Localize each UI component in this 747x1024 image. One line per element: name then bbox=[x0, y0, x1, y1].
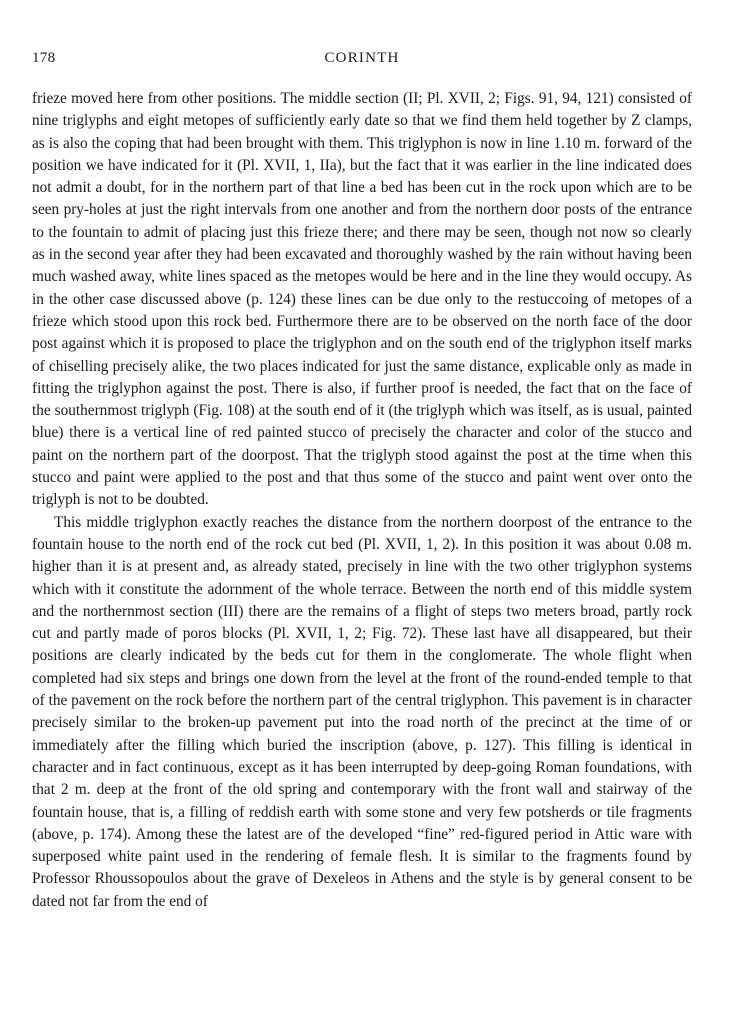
book-page bbox=[32, 50, 692, 913]
paragraph-middle-triglyphon: This middle triglyphon exactly reaches the distance from the northern doorpost of the entrance to the fountain house to the north end of the rock cut bed (Pl. XVII, 1, 2). In this position it was about 0.08 m. higher than it is at present and, as already stated, precisely in line with the two other triglyphon systems which with it constitute the adornment of the whole terrace. Between the north end of this middle system and the northernmost section (III) there are the remains of a flight of steps two meters broad, partly rock cut and partly made of poros blocks (Pl. XVII, 1, 2; Fig. 72). These last have all disappeared, but their positions are clearly indicated by the beds cut for them in the conglomerate. The whole flight when completed had six steps and brings one down from the level at the front of the round-ended temple to that of the pavement on the rock before the northern part of the central triglyphon. This pavement is in character precisely similar to the broken-up pavement put into the road north of the precinct at the time of or immediately after the filling which buried the inscription (above, p. 127). This filling is identical in character and in fact continuous, except as it has been interrupted by deep-going Roman foundations, with that 2 m. deep at the front of the old spring and contemporary with the front wall and stairway of the fountain house, that is, a filling of reddish earth with some stone and very few potsherds or tile fragments (above, p. 174). Among these the latest are of the developed “fine” red-figured period in Attic ware with superposed white paint used in the rendering of female flesh. It is similar to the fragments found by Professor Rhoussopoulos about the grave of Dexeleos in Athens and the style is by general consent to be dated not far from the end of bbox=[32, 513, 692, 910]
paragraph-continued: frieze moved here from other positions. The middle section (II; Pl. XVII, 2; Figs. 91, 94, 121) consisted of nine triglyphs and eight metopes of sufficiently early date so that we find them held together by Z clamps, as is also the coping that had been brought with them. This triglyphon is now in line 1.10 m. forward of the position we have indicated for it (Pl. XVII, 1, IIa), but the fact that it was earlier in the line indicated does not admit a doubt, for in the northern part of that line a bed has been cut in the rock upon which are to be seen pry-holes at just the right intervals from one another and from the northern door posts of the entrance to the fountain to admit of placing just this frieze there; and there may be seen, though not now so clearly as in the second year after they had been excavated and thoroughly washed by the rain without having been much washed away, white lines spaced as the metopes would be here and in the line they would occupy. As in the other case discussed above (p. 124) these lines can be due only to the restuccoing of metopes of a frieze which stood upon this rock bed. Furthermore there are to be observed on the north face of the door post against which it is proposed to place the triglyphon and on the south end of the triglyphon itself marks of chiselling precisely alike, the two places indicated for just the same distance, explicable only as made in fitting the triglyphon against the post. There is also, if further proof is needed, the fact that on the face of the southernmost triglyph (Fig. 108) at the south end of it (the triglyph which was itself, as is usual, painted blue) there is a vertical line of red painted stucco of precisely the character and color of the stucco and paint on the northern part of the doorpost. That the triglyph stood against the post at the time when this stucco and paint were applied to the post and that thus some of the stucco and paint went over onto the triglyph is not to be doubted. bbox=[32, 90, 692, 509]
page-number: 178 bbox=[32, 50, 56, 66]
body-text bbox=[32, 88, 692, 913]
running-title: CORINTH bbox=[324, 50, 400, 66]
running-head bbox=[32, 50, 692, 74]
